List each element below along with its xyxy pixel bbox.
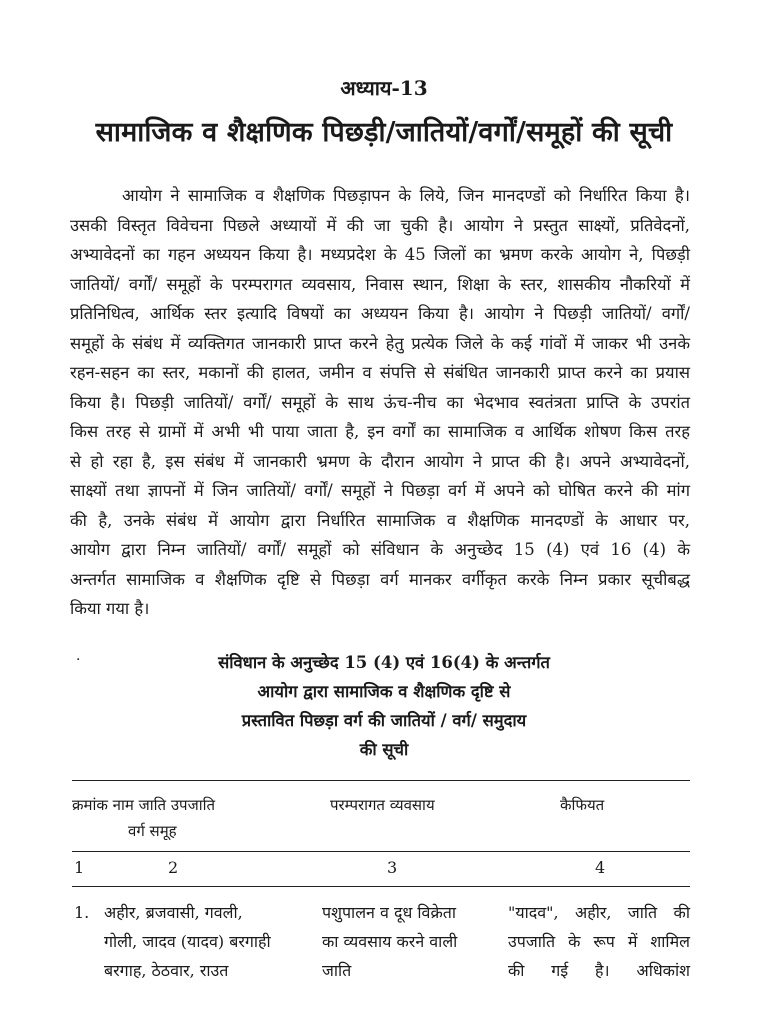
table-cell-occupation	[322, 898, 492, 985]
paragraph-line: अन्तर्गत सामाजिक व शैक्षणिक दृष्टि से पिछड़ा वर्ग मानकर वर्गीकृत करके निम्न प्रकार सूचीबद्ध	[70, 569, 690, 589]
paragraph-line: आयोग द्वारा निम्न जातियों/ वर्गों/ समूहों को संविधान के अनुच्छेद 15 (4) एवं 16 (4) के	[70, 540, 690, 559]
intro-paragraph	[70, 181, 690, 624]
subheading-line: आयोग द्वारा सामाजिक व शैक्षणिक दृष्टि से	[257, 682, 511, 701]
cell-line: गोली, जादव (यादव) बरगाही	[104, 932, 271, 951]
column-header-name-line1: क्रमांक नाम जाति उपजाति	[72, 796, 216, 814]
paragraph-line: किया है। पिछड़ी जातियों/ वर्गों/ समूहों के साथ ऊंच-नीच का भेदभाव स्वतंत्रता प्राप्ति के उपरांत	[70, 392, 690, 412]
paragraph-line: उसकी विस्तृत विवेचना पिछले अध्यायों में की जा चुकी है। आयोग ने प्रस्तुत साक्ष्यों, प्रतिवेदनों,	[70, 215, 690, 235]
column-header-name	[72, 792, 302, 844]
list-subheading	[0, 648, 768, 764]
subheading-line: संविधान के अनुच्छेद 15 (4) एवं 16(4) के अन्तर्गत	[218, 653, 550, 672]
page-title: सामाजिक व शैक्षणिक पिछड़ी/जातियों/वर्गों/समूहों की सूची	[95, 117, 673, 148]
paragraph-line: किया गया है।	[70, 599, 150, 618]
cell-line: अहीर, ब्रजवासी, गवली,	[104, 903, 243, 922]
column-number: 1	[74, 858, 85, 877]
cell-line: बरगाह, ठेठवार, राउत	[104, 961, 229, 980]
paragraph-line: समूहों के संबंध में व्यक्तिगत जानकारी प्राप्त करने हेतु प्रत्येक जिले के कई गांवों में जाकर भी उनके	[70, 333, 690, 353]
paragraph-line: साक्ष्यों तथा ज्ञापनों में जिन जातियों/ वर्गों/ समूहों ने पिछड़ा वर्ग में अपने को घोषित करने की मांग	[70, 481, 690, 500]
cell-line: जाति	[322, 961, 352, 980]
paragraph-line: आयोग ने सामाजिक व शैक्षणिक पिछड़ापन के लिये, जिन मानदण्डों को निर्धारित किया है।	[122, 186, 690, 205]
stray-mark: ·	[76, 652, 81, 668]
table-cell-remarks	[508, 898, 690, 985]
paragraph-line: अभ्यावेदनों का गहन अध्ययन किया है। मध्यप्रदेश के 45 जिलों का भ्रमण करके आयोग ने, पिछड़ी	[70, 245, 690, 264]
chapter-label: अध्याय-13	[340, 76, 428, 100]
column-number: 2	[168, 858, 179, 877]
table-row-serial: 1.	[74, 903, 90, 922]
cell-line: का व्यवसाय करने वाली	[322, 932, 458, 951]
column-header-name-line2: वर्ग समूह	[128, 822, 177, 840]
paragraph-line: से हो रहा है, इस संबंध में जानकारी भ्रमण के दौरान आयोग ने प्राप्त की है। अपने अभ्यावेदनों,	[70, 451, 690, 471]
subheading-line: की सूची	[359, 740, 409, 759]
subheading-line: प्रस्तावित पिछड़ा वर्ग की जातियों / वर्ग/ समुदाय	[241, 711, 527, 730]
column-number-rule	[72, 886, 690, 887]
column-header-occupation: परम्परागत व्यवसाय	[330, 796, 435, 814]
paragraph-line: प्रतिनिधित्व, आर्थिक स्तर इत्यादि विषयों का अध्ययन किया है। आयोग ने पिछड़ी जातियों/ वर्गों/	[70, 304, 690, 323]
table-top-rule	[72, 780, 690, 781]
paragraph-line: रहन-सहन का स्तर, मकानों की हालत, जमीन व संपत्ति से संबंधित जानकारी प्राप्त करने का प्रयास	[70, 363, 690, 382]
cell-line: पशुपालन व दूध विक्रेता	[322, 903, 457, 922]
column-header-remarks: कैफियत	[560, 796, 605, 814]
table-cell-caste-names	[104, 898, 304, 985]
cell-line: उपजाति के रूप में शामिल	[508, 932, 690, 951]
column-number: 4	[595, 858, 606, 877]
cell-line: की गई है। अधिकांश	[508, 961, 690, 980]
paragraph-line: की है, उनके संबंध में आयोग द्वारा निर्धारित सामाजिक व शैक्षणिक मानदण्डों के आधार पर,	[70, 510, 690, 530]
cell-line: "यादव", अहीर, जाति की	[508, 903, 690, 922]
header-bottom-rule	[72, 851, 690, 852]
paragraph-line: जातियों/ वर्गों/ समूहों के परम्परागत व्यवसाय, निवास स्थान, शिक्षा के स्तर, शासकीय नौकरियों में	[70, 274, 690, 294]
column-number: 3	[387, 858, 398, 877]
paragraph-line: किस तरह से ग्रामों में अभी भी पाया जाता है, इन वर्गों का सामाजिक व आर्थिक शोषण किस तरह	[70, 422, 690, 441]
